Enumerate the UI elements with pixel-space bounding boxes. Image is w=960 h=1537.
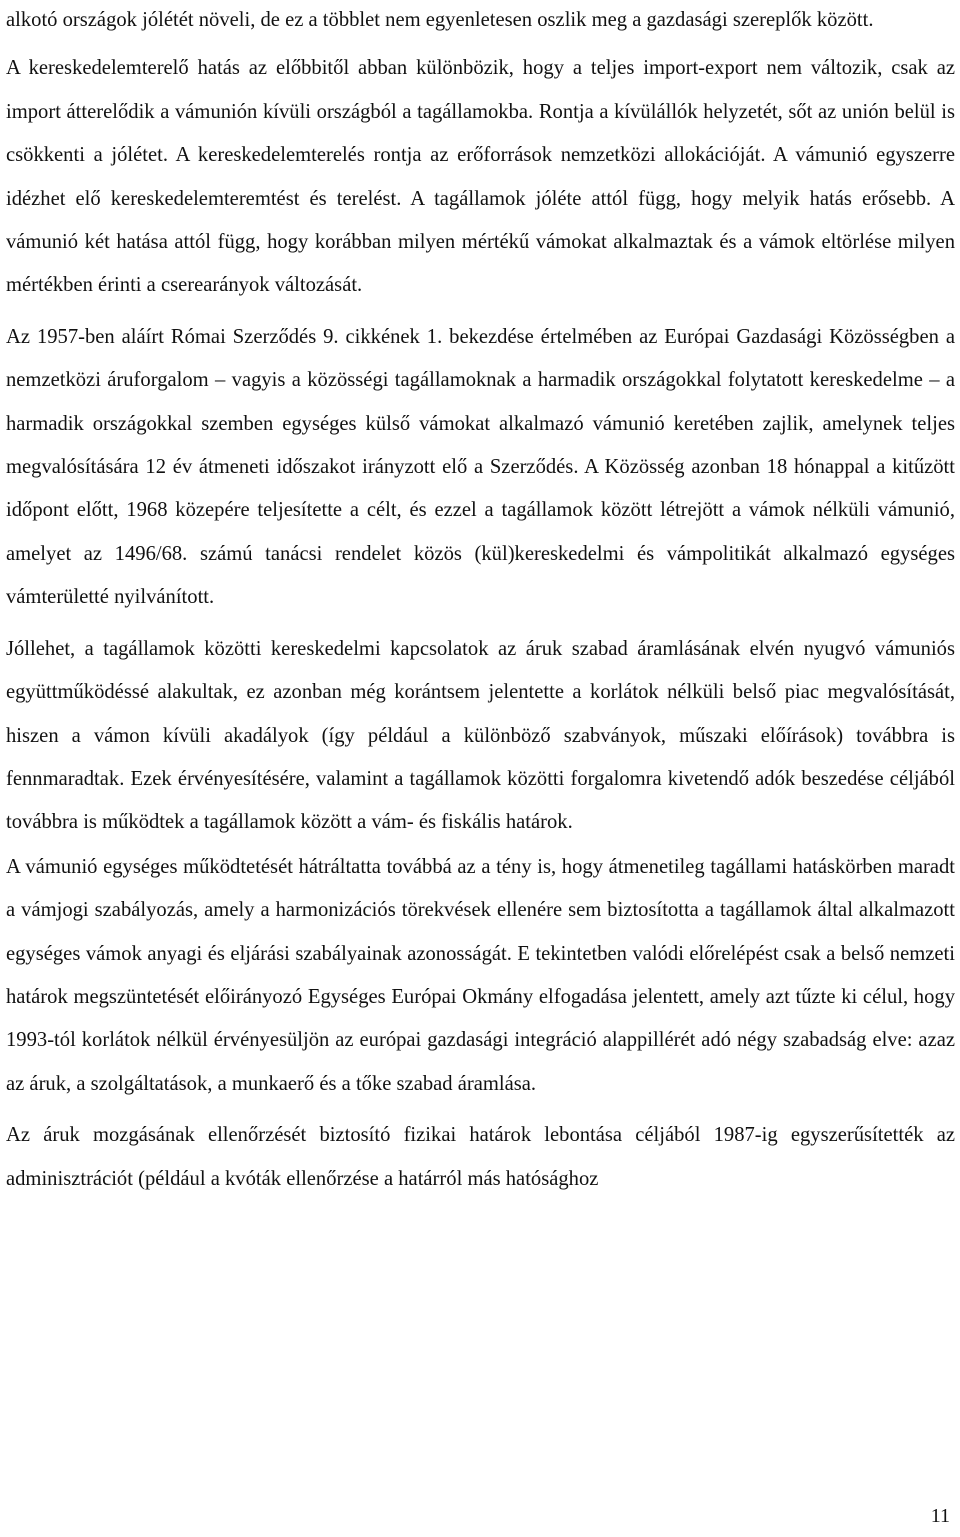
page-body [6, 0, 955, 1201]
page-number: 11 [930, 1505, 950, 1527]
paragraph-5: A vámunió egységes működtetését hátráltatta továbbá az a tény is, hogy átmenetileg tagállami hatáskörben maradt a vámjogi szabályozás, amely a harmonizációs törekvések ellenére sem biztosította a tagállamok által alkalmazott egységes vámok anyagi és eljárási szabályainak azonosságát. E tekintetben valódi előrelépést csak a belső nemzeti határok megszüntetését előirányozó Egységes Európai Okmány elfogadása jelentett, amely azt tűzte ki célul, hogy 1993-tól korlátok nélkül érvényesüljön az európai gazdasági integráció alappillérét adó négy szabadság elve: azaz az áruk, a szolgáltatások, a munkaerő és a tőke szabad áramlása. [6, 855, 955, 1095]
paragraph-1: alkotó országok jólétét növeli, de ez a többlet nem egyenletesen oszlik meg a gazdasági szereplők között. [6, 9, 874, 31]
paragraph-2: A kereskedelemterelő hatás az előbbitől abban különbözik, hogy a teljes import-export nem változik, csak az import átterelődik a vámunión kívüli országból a tagállamokba. Rontja a kívülállók helyzetét, sőt az unión belül is csökkenti a jólétet. A kereskedelemterelés rontja az erőforrások nemzetközi allokációját. A vámunió egyszerre idézhet elő kereskedelemteremtést és terelést. A tagállamok jóléte attól függ, hogy melyik hatás erősebb. A vámunió két hatása attól függ, hogy korábban milyen mértékű vámokat alkalmaztak és a vámok eltörlése milyen mértékben érinti a cserearányok változását. [6, 57, 955, 297]
paragraph-3: Az 1957-ben aláírt Római Szerződés 9. cikkének 1. bekezdése értelmében az Európai Gazdasági Közösségben a nemzetközi áruforgalom – vagyis a közösségi tagállamoknak a harmadik országokkal folytatott kereskedelme – a harmadik országokkal szemben egységes külső vámokat alkalmazó vámunió keretében zajlik, amelynek teljes megvalósítására 12 év átmeneti időszakot irányzott elő a Szerződés. A Közösség azonban 18 hónappal a kitűzött időpont előtt, 1968 közepére teljesítette a célt, és ezzel a tagállamok között létrejött a vámok nélküli vámunió, amelyet az 1496/68. számú tanácsi rendelet közös (kül)kereskedelmi és vámpolitikát alkalmazó egységes vámterületté nyilvánított. [6, 325, 955, 609]
paragraph-4: Jóllehet, a tagállamok közötti kereskedelmi kapcsolatok az áruk szabad áramlásának elvén nyugvó vámuniós együttműködéssé alakultak, ez azonban még korántsem jelentette a korlátok nélküli belső piac megvalósítását, hiszen a vámon kívüli akadályok (így például a különböző szabványok, műszaki előírások) továbbra is fennmaradtak. Ezek érvényesítésére, valamint a tagállamok közötti forgalomra kivetendő adók beszedése céljából továbbra is működtek a tagállamok között a vám- és fiskális határok. [6, 637, 955, 834]
paragraph-6: Az áruk mozgásának ellenőrzését biztosító fizikai határok lebontása céljából 1987-ig egyszerűsítették az adminisztrációt (például a kvóták ellenőrzése a határról más hatósághoz [6, 1124, 955, 1190]
